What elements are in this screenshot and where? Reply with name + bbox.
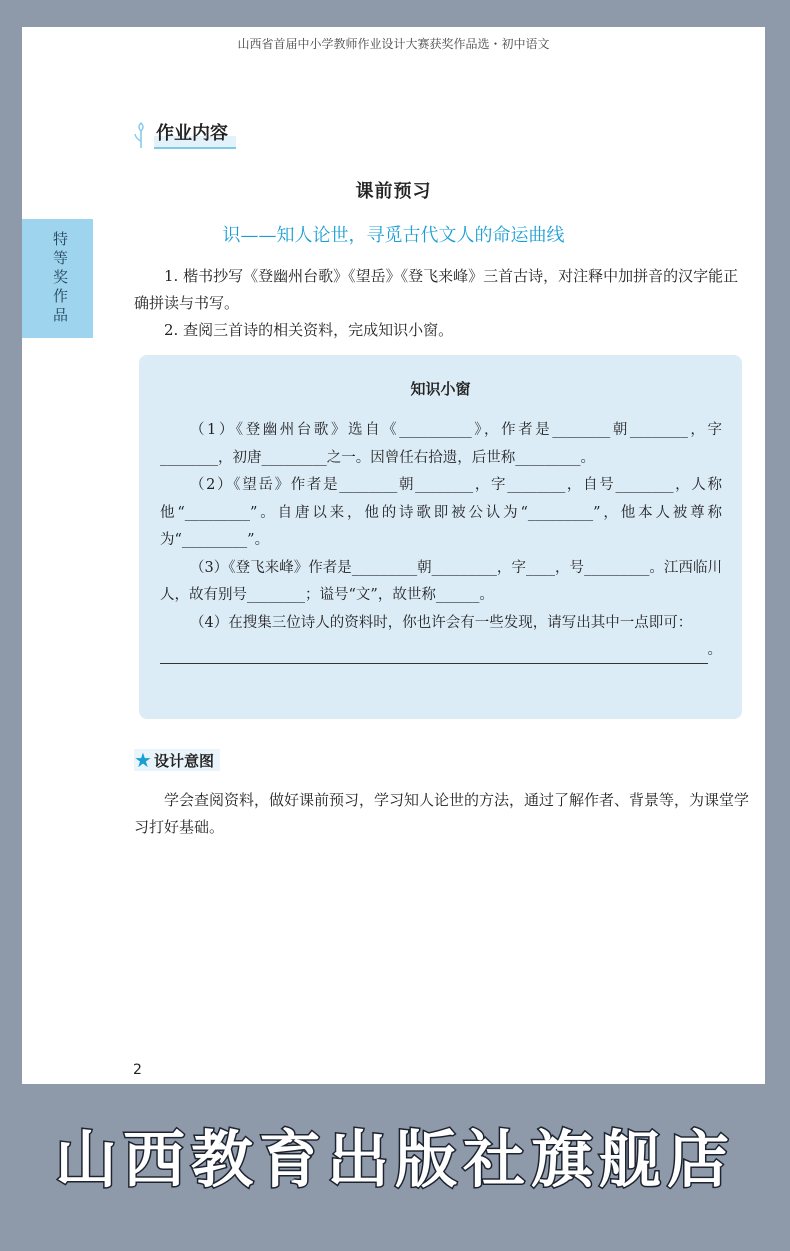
answer-end-mark: 。 — [707, 641, 722, 658]
design-body — [134, 787, 749, 841]
design-heading — [134, 749, 220, 771]
knowledge-item: （3）《登飞来峰》作者是_________朝_________，字____，号_________。江西临川人，故有别号________；谥号“文”，故世称______。 — [160, 559, 722, 603]
page-number: 2 — [133, 1062, 142, 1078]
design-text: 学会查阅资料，做好课前预习，学习知人论世的方法，通过了解作者、背景等，为课堂学习打好基础。 — [134, 791, 750, 836]
design-heading-label: 设计意图 — [153, 751, 214, 770]
store-banner: 山西教育出版社旗舰店 — [54, 1123, 735, 1196]
star-icon: ★ — [134, 748, 152, 772]
side-tab-label: 特等奖作品 — [51, 231, 69, 326]
knowledge-box — [139, 355, 742, 719]
answer-blank[interactable] — [160, 644, 708, 664]
task-item: 1. 楷书抄写《登幽州台歌》《望岳》《登飞来峰》三首古诗，对注释中加拼音的汉字能正确拼读与书写。 — [134, 267, 739, 312]
section-heading — [132, 119, 236, 149]
knowledge-box-title: 知识小窗 — [410, 380, 471, 398]
knowledge-item: （4）在搜集三位诗人的资料时，你也许会有一些发现，请写出其中一点即可： — [190, 614, 693, 631]
section-heading-label: 作业内容 — [154, 119, 236, 149]
flower-icon — [132, 121, 150, 149]
knowledge-item: （2）《望岳》作者是________朝________，字________，自号________，人称他“_________”。自唐以来，他的诗歌即被公认为“_________”，他本人被尊称为“_________”。 — [160, 477, 722, 548]
task-list — [134, 263, 749, 344]
page-title: 课前预习 — [355, 181, 432, 202]
knowledge-item: （1）《登幽州台歌》选自《__________》，作者是________朝________，字________，初唐_________之一。因曾任右拾遗，后世称_________。 — [160, 422, 722, 466]
answer-line[interactable] — [160, 637, 722, 664]
book-page — [22, 27, 765, 1084]
running-header: 山西省首届中小学教师作业设计大赛获奖作品选・初中语文 — [237, 37, 550, 51]
page-subtitle: 识——知人论世，寻觅古代文人的命运曲线 — [222, 225, 565, 246]
task-item: 2. 查阅三首诗的相关资料，完成知识小窗。 — [164, 321, 454, 339]
knowledge-box-body — [160, 417, 722, 664]
